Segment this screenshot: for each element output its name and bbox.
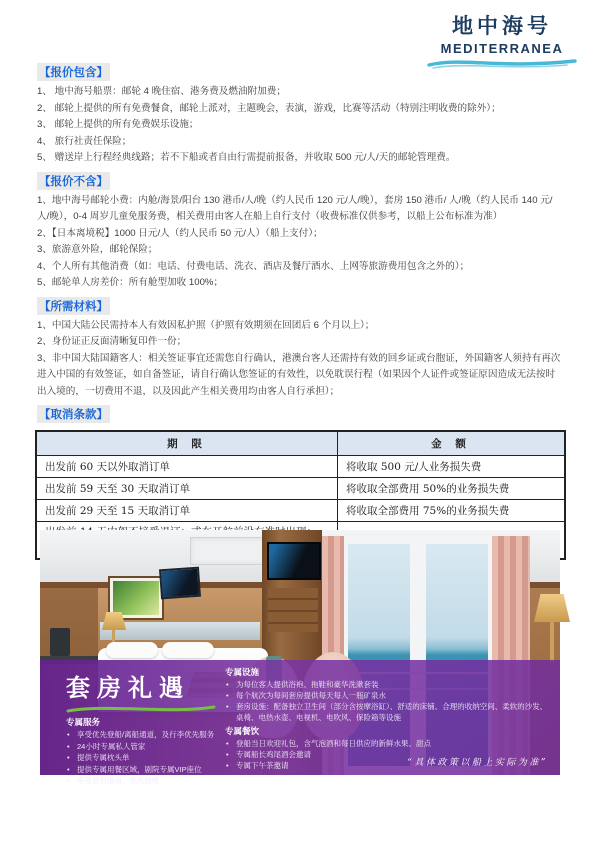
list-item: 1、地中海号邮轮小费：内舱/海景/阳台 130 港币/人/晚（约人民币 120 元/人/晚），套房 150 港币/ 人/晚（约人民币 140 元/人/晚），0-4 周岁儿童免服务费，相关费用由客人在船上自行支付（收费标准仅供参考，以船上公布标准为准） — [37, 194, 553, 222]
perks-list — [225, 679, 553, 723]
section-required-materials — [37, 292, 564, 401]
perks-group-header: 专属餐饮 — [225, 726, 260, 736]
list-item: 3、 邮轮上提供的所有免费娱乐设施； — [37, 119, 199, 130]
section-title-cancellation-terms: 【取消条款】 — [37, 405, 110, 423]
section-quote-includes — [37, 58, 564, 167]
list-item: 2、身份证正反面清晰复印件一份； — [37, 336, 187, 347]
list-item: 4、 旅行社责任保险； — [37, 135, 132, 147]
section-title-quote-includes: 【报价包含】 — [37, 63, 110, 81]
period-cell: 出发前 59 天至 30 天取消订单 — [36, 478, 338, 500]
column-header-period: 期 限 — [36, 431, 338, 456]
list-item: 3、非中国大陆国籍客人：相关签证事宜还需您自行确认，港澳台客人还需持有效的回乡证或台胞证，外国籍客人须持有再次进入中国的有效签证，如自备签证，请自行确认您签证的有效性，以免耽误行程（如果因个人证件或签证原因造成无法按时出入境的，一切费用不退，以及因此产生相关费用均由客人自行承担）； — [37, 352, 561, 397]
perks-list — [66, 729, 221, 787]
list-item: 1、中国大陆公民需持本人有效因私护照（护照有效期须在回团后 6 个月以上）； — [37, 319, 375, 331]
perk-item: • 专属船长鸡尾酒会邀请 — [225, 749, 553, 760]
lamp-shade — [534, 594, 570, 622]
amount-cell: 将收取全部费用 50%的业务损失费 — [338, 478, 565, 500]
period-cell: 出发前 60 天以外取消订单 — [36, 456, 338, 478]
perk-item: • 提供专属用餐区域，剧院专属VIP座位 — [66, 764, 221, 776]
perk-item: • 登船当日欢迎礼包，含气泡酒和每日供应的新鲜水果、甜点 — [225, 738, 553, 749]
suite-photo — [40, 530, 560, 785]
perk-item: • 每个航次为每间套房提供每天每人一瓶矿泉水 — [225, 690, 553, 701]
table-row — [36, 500, 565, 522]
pillow — [162, 642, 214, 658]
list-item: 2、【日本离境税】1000 日元/人（约人民币 50 元/人）（船上支付）； — [37, 227, 323, 239]
logo-english-name: MEDITERRANEA — [440, 41, 564, 56]
column-header-amount: 金 额 — [338, 431, 565, 456]
pillow — [106, 642, 158, 658]
perks-group-header: 专属服务 — [66, 717, 101, 727]
perk-item: • 专属下午茶邀请 — [225, 760, 553, 771]
amount-cell: 将收取 500 元/人业务损失费 — [338, 456, 565, 478]
perk-item: • 24小时专属私人管家 — [66, 741, 221, 753]
large-tv — [267, 542, 321, 580]
list-item: 1、 地中海号船票：邮轮 4 晚住宿、港务费及燃油附加费； — [37, 86, 286, 97]
wall-cabinet — [268, 588, 318, 632]
section-title-required-materials: 【所需材料】 — [37, 297, 110, 315]
document-body — [37, 58, 564, 582]
table-row — [36, 456, 565, 478]
list-item: 5、邮轮单人房差价：所有舱型加收 100%； — [37, 277, 224, 288]
perk-item: • 享受优先登船/离船通道，及行李优先服务 — [66, 729, 221, 741]
coffee-machine — [50, 628, 70, 656]
table-header-row — [36, 431, 565, 456]
perk-item: • 套房设施：配备独立卫生间（部分含按摩浴缸）、舒适的床铺、合理的收纳空间、柔软的沙发、桌椅、电热水壶、电视机、电吹风、保险箱等设施 — [225, 701, 553, 723]
list-item: 4、个人所有其他消费（如：电话、付费电话、洗衣、酒店及餐厅酒水、上网等旅游费用包含之外的）； — [37, 260, 470, 272]
suite-perks-banner — [40, 660, 560, 785]
policy-quote: “具体政策以船上实际为准” — [407, 758, 548, 768]
list-item: 3、旅游意外险，邮轮保险； — [37, 244, 158, 255]
lamp-stem — [550, 622, 554, 662]
small-tv — [159, 567, 201, 600]
period-cell: 出发前 29 天至 15 天取消订单 — [36, 500, 338, 522]
section-quote-excludes — [37, 167, 564, 292]
perks-group-header: 专属设施 — [225, 667, 260, 677]
perk-item: • 为每位客人提供浴袍、拖鞋和豪华洗漱套装 — [225, 679, 553, 690]
amount-cell: 将收取全部费用 75%的业务损失费 — [338, 500, 565, 522]
perk-item: • 提供专属枕头单 — [66, 752, 221, 764]
banner-left-column — [66, 668, 221, 787]
list-item: 2、 邮轮上提供的所有免费餐食，邮轮上派对，主题晚会，表演，游戏，比赛等活动（特别注明收费的除外）； — [37, 102, 501, 114]
table-row — [36, 478, 565, 500]
logo-chinese-name: 地中海号 — [452, 15, 552, 38]
banner-title: 套房礼遇 — [66, 675, 190, 702]
perk-item: • 享受延迟退房，优先结账 — [66, 775, 221, 787]
list-item: 5、 赠送岸上行程经典线路；若不下船或者自由行需提前报备，并收取 500 元/人/天的邮轮管理费。 — [37, 152, 456, 163]
section-title-quote-excludes: 【报价不含】 — [37, 172, 110, 190]
swoosh-icon — [66, 704, 216, 714]
